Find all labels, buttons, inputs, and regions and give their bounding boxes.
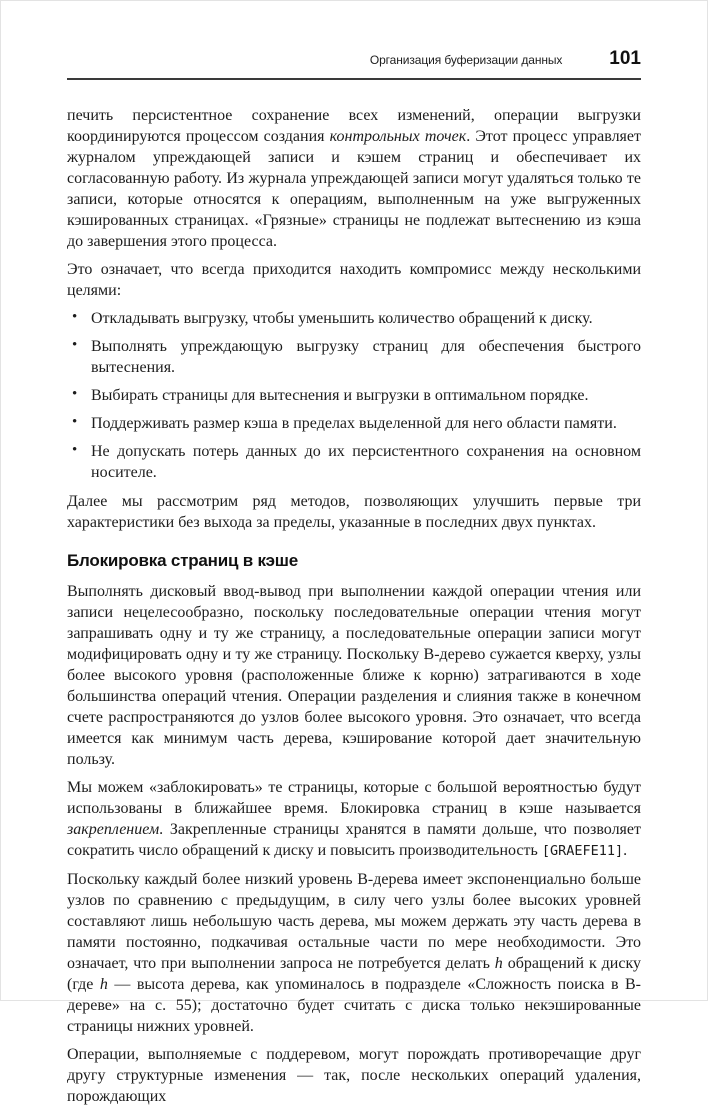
text-run: Далее мы рассмотрим ряд методов, позволяющих улучшить первые три характеристики без выхода за пределы, указанные в последних двух пунктах.	[67, 493, 641, 531]
paragraph	[67, 869, 641, 1037]
text-run: обращений к диску (где	[67, 955, 641, 993]
bullet-text	[91, 415, 617, 432]
text-run: Это означает, что всегда приходится находить компромисс между несколькими целями:	[67, 261, 641, 299]
bullet-item	[67, 336, 641, 378]
page-header	[67, 1, 641, 80]
page-body	[67, 80, 641, 1107]
text-run: Мы можем «заблокировать» те страницы, которые с большой вероятностью будут использованы в ближайшее время. Блокировка страниц в кэше называется	[67, 779, 641, 817]
bullet-list	[67, 308, 641, 483]
bullet-text	[91, 387, 588, 404]
text-run: h	[99, 976, 108, 993]
text-run: Выполнять упреждающую выгрузку страниц для обеспечения быстрого вытеснения.	[91, 338, 641, 376]
text-run: печить персистентное сохранение всех изменений, операции выгрузки координируются процессом создания	[67, 107, 641, 145]
paragraph	[67, 105, 641, 252]
bullet-marker: •	[72, 414, 78, 430]
page-number: 101	[609, 48, 641, 69]
text-run: Поскольку каждый более низкий уровень B-дерева имеет экспоненциально больше узлов по сравнению с предыдущим, в силу чего узлы более высоких уровней составляют лишь небольшую часть дерева, мы можем держать эту часть дерева в памяти постоянно, подкачивая остальные части по мере необходимости. Это означает, что при выполнении запроса не потребуется делать	[67, 871, 641, 972]
text-run: Операции, выполняемые с поддеревом, могут порождать противоречащие друг другу структурные изменения — так, после нескольких операций удаления, порождающих	[67, 1046, 641, 1105]
text-run: Выполнять дисковый ввод-вывод при выполнении каждой операции чтения или записи нецелесообразно, поскольку последовательные операции чтения могут запрашивать одну и ту же страницу, а последовательные операции записи могут модифицировать одну и ту же страницу. Поскольку B-дерево сужается кверху, узлы более высокого уровня (расположенные ближе к корню) затрагиваются в ходе большинства операций чтения. Операции разделения и слияния также в конечном счете распространяются до узлов более высокого уровня. Это означает, что всегда имеется как минимум часть дерева, кэширование которой дает значительную пользу.	[67, 583, 641, 768]
bullet-marker: •	[72, 309, 78, 325]
text-run: Откладывать выгрузку, чтобы уменьшить количество обращений к диску.	[91, 310, 593, 327]
bullet-text	[91, 443, 641, 481]
paragraph	[67, 581, 641, 770]
text-run: [GRAEFE11]	[541, 843, 624, 859]
paragraph	[67, 1044, 641, 1107]
bullet-marker: •	[72, 442, 78, 458]
text-run: закреплением	[67, 821, 160, 838]
paragraph	[67, 259, 641, 301]
bullet-marker: •	[72, 337, 78, 353]
bullet-item	[67, 308, 641, 329]
bullet-item	[67, 385, 641, 406]
text-run: h	[494, 955, 503, 972]
text-run: . Закрепленные страницы хранятся в памяти дольше, что позволяет сократить число обращений к диску и повысить производительность	[67, 821, 641, 859]
bullet-text	[91, 310, 593, 327]
bullet-marker: •	[72, 386, 78, 402]
text-run: Поддерживать размер кэша в пределах выделенной для него области памяти.	[91, 415, 617, 432]
text-run: Блокировка страниц в кэше	[67, 551, 299, 570]
running-head: Организация буферизации данных	[369, 53, 563, 67]
text-run: контрольных точек	[329, 128, 467, 145]
bullet-item	[67, 413, 641, 434]
text-run: Выбирать страницы для вытеснения и выгрузки в оптимальном порядке.	[91, 387, 589, 404]
bullet-item	[67, 441, 641, 483]
bullet-text	[91, 338, 641, 376]
text-run: .	[623, 842, 628, 859]
paragraph	[67, 777, 641, 862]
text-run: — высота дерева, как упоминалось в подразделе «Сложность поиска в B-дереве» на с. 55); достаточно будет считать с диска только некэшированные страницы нижних уровней.	[67, 976, 642, 1035]
running-head-row	[67, 48, 641, 70]
paragraph	[67, 491, 641, 533]
text-run: Не допускать потерь данных до их персистентного сохранения на основном носителе.	[91, 443, 641, 481]
section-heading	[67, 550, 641, 572]
text-run: . Этот процесс управляет журналом упреждающей записи и кэшем страниц и обеспечивает их согласованную работу. Из журнала упреждающей записи могут удаляться только те записи, которые относятся к операциям, выполненным на уже выгруженных кэшированных страницах. «Грязные» страницы не подлежат вытеснению из кэша до завершения этого процесса.	[67, 128, 642, 250]
